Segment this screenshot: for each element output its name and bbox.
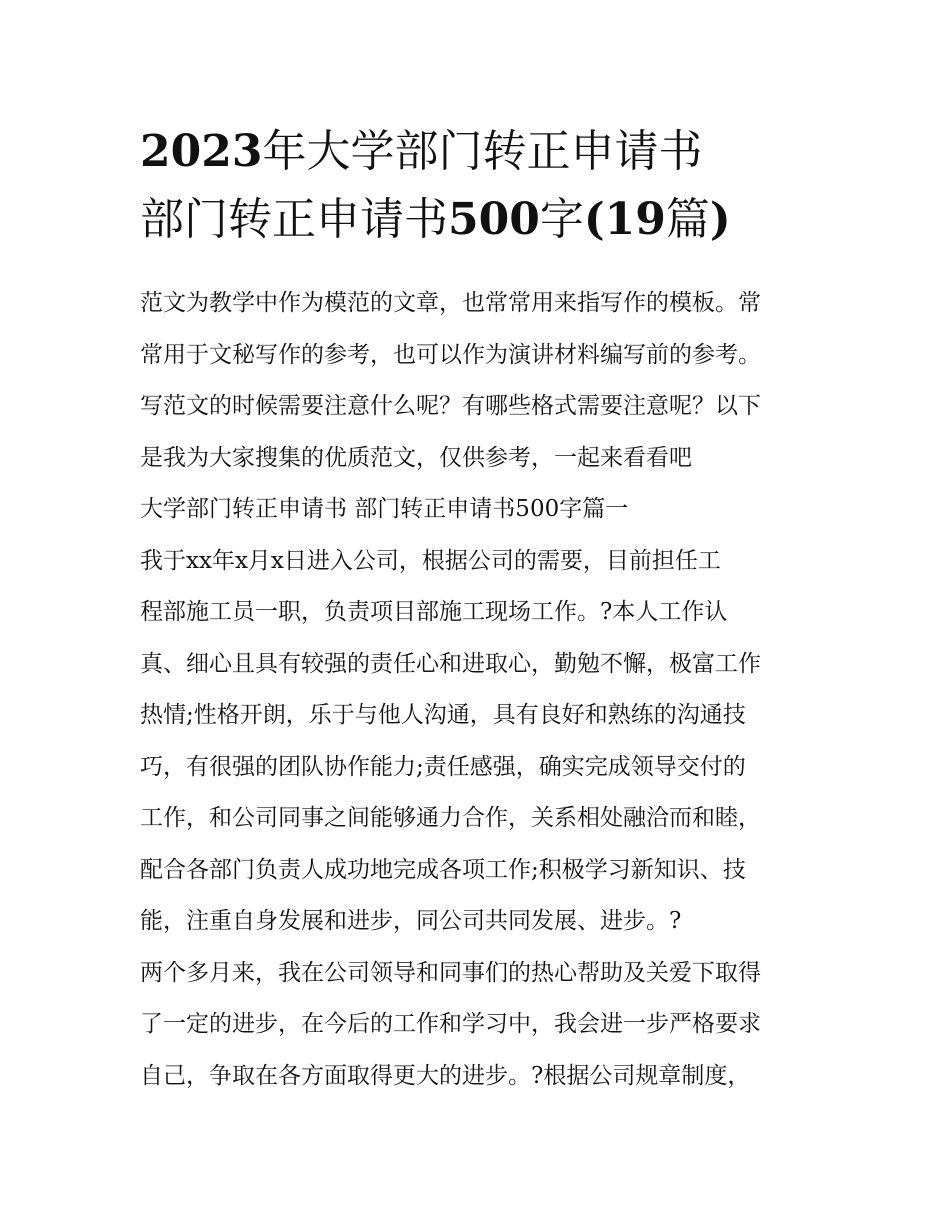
body-line: 我于xx年x月x日进入公司，根据公司的需要，目前担任工 xyxy=(140,547,721,574)
section-heading: 大学部门转正申请书 部门转正申请书500字篇一 xyxy=(140,496,629,522)
document-title xyxy=(140,118,840,254)
body-line: 能，注重自身发展和进步，同公司共同发展、进步。? xyxy=(140,908,682,934)
body-line: 是我为大家搜集的优质范文，仅供参考，一起来看看吧 xyxy=(140,444,692,471)
title-line-2: 部门转正申请书500字(19篇) xyxy=(140,194,731,245)
body-line: 自己，争取在各方面取得更大的进步。?根据公司规章制度， xyxy=(140,1062,751,1089)
title-line-1: 2023年大学部门转正申请书 xyxy=(140,126,703,177)
body-line: 常用于文秘写作的参考，也可以作为演讲材料编写前的参考。 xyxy=(140,341,761,368)
body-line: 范文为教学中作为模范的文章，也常常用来指写作的模板。常 xyxy=(140,290,761,316)
body-line: 真、细心且具有较强的责任心和进取心，勤勉不懈，极富工作 xyxy=(140,650,761,677)
body-line: 写范文的时候需要注意什么呢？有哪些格式需要注意呢？以下 xyxy=(140,393,761,419)
body-line: 配合各部门负责人成功地完成各项工作;积极学习新知识、技 xyxy=(140,856,746,883)
document-body xyxy=(140,278,820,1102)
body-line: 工作，和公司同事之间能够通力合作，关系相处融洽而和睦， xyxy=(140,805,761,831)
body-line: 巧，有很强的团队协作能力;责任感强，确实完成领导交付的 xyxy=(140,753,746,780)
body-line: 了一定的进步，在今后的工作和学习中，我会进一步严格要求 xyxy=(140,1011,761,1037)
body-line: 两个多月来，我在公司领导和同事们的热心帮助及关爱下取得 xyxy=(140,959,761,986)
body-line: 热情;性格开朗，乐于与他人沟通，具有良好和熟练的沟通技 xyxy=(140,702,746,728)
body-line: 程部施工员一职，负责项目部施工现场工作。?本人工作认 xyxy=(140,599,728,625)
